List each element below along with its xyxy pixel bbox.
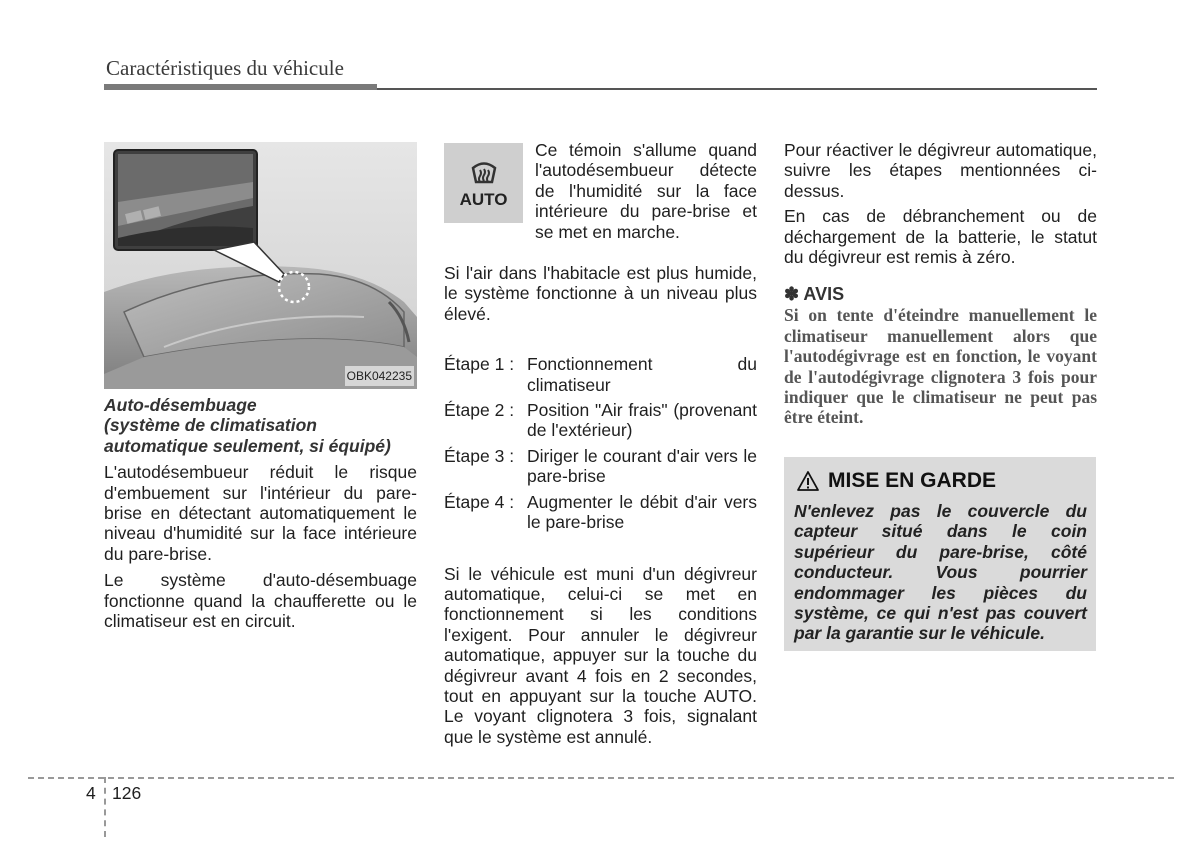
indicator-description: Ce témoin s'allume quand l'autodésembueur détecte de l'humidité sur la face intérieure du pare-brise et se met en marche. [535, 140, 757, 242]
step-label: Étape 4 : [444, 491, 515, 512]
auto-defog-indicator [444, 143, 523, 223]
caption-line: automatique seulement, si équipé) [104, 435, 391, 456]
step-label: Étape 1 : [444, 354, 515, 375]
step-text: Fonctionnement du climatiseur [527, 354, 757, 395]
caption-line: (système de climatisation [104, 415, 317, 436]
windshield-figure [104, 142, 417, 389]
auto-label: AUTO [459, 190, 508, 209]
step-label: Étape 2 : [444, 400, 515, 421]
warning-box [784, 457, 1096, 651]
page-number: 126 [112, 783, 142, 803]
column-2 [444, 140, 757, 747]
step-text: Diriger le courant d'air vers le pare-brise [527, 445, 757, 487]
body-paragraph: Le système d'auto-désembuage fonctionne quand la chaufferette ou le climatiseur est en circuit. [104, 570, 417, 632]
footer-divider-vertical [104, 777, 106, 837]
auto-defog-icon [470, 157, 498, 185]
step-label: Étape 3 : [444, 445, 515, 466]
body-paragraph: Si le véhicule est muni d'un dégivreur automatique, celui-ci se met en fonctionnement si les conditions l'exigent. Pour annuler le dégivreur automatique, appuyer sur la touche du dégivreur avant 4 fois en 2 secondes, tout en appuyant sur la touche AUTO. Le voyant clignotera 3 fois, signalant que le système est annulé. [444, 563, 757, 747]
notice-text: Si on tente d'éteindre manuellement le climatiseur manuellement alors que l'autodégivrage est en fonction, le voyant de l'autodégivrage clignotera 3 fois pour indiquer que le climatiseur ne peut pas être éteint. [784, 305, 1097, 428]
car-windshield-illustration [104, 142, 417, 389]
steps-list [444, 354, 757, 532]
step-item [444, 492, 757, 533]
step-item [444, 446, 757, 487]
caption-line: Auto-désembuage [104, 395, 257, 415]
warning-triangle-icon [796, 470, 820, 492]
header-rule-accent [104, 84, 377, 90]
column-3 [784, 140, 1097, 428]
step-text: Position "Air frais" (provenant de l'extérieur) [527, 400, 757, 441]
warning-title: MISE EN GARDE [828, 469, 997, 492]
warning-header [794, 466, 1087, 496]
chapter-number: 4 [86, 783, 96, 803]
body-paragraph: Si l'air dans l'habitacle est plus humide, le système fonctionne à un niveau plus élevé. [444, 263, 757, 324]
figure-caption [104, 395, 417, 456]
figure-code: OBK042235 [345, 366, 414, 386]
notice-title: ✽ AVIS [784, 284, 845, 305]
warning-text: N'enlevez pas le couvercle du capteur situé dans le coin supérieur du pare-brise, côté conducteur. Vous pourrier endommager les pièces du système, ce qui n'est pas couvert par la garantie sur le véhicule. [794, 501, 1087, 644]
body-paragraph: L'autodésembueur réduit le risque d'embuement sur l'intérieur du pare-brise en détectant automatiquement le niveau d'humidité sur la face intérieure du pare-brise. [104, 462, 417, 564]
footer-divider [28, 777, 1174, 779]
page-header-title: Caractéristiques du véhicule [106, 56, 344, 80]
step-item [444, 354, 757, 395]
column-1 [104, 142, 417, 631]
step-item [444, 400, 757, 441]
body-paragraph: Pour réactiver le dégivreur automatique, suivre les étapes mentionnées ci-dessus. [784, 140, 1097, 201]
step-text: Augmenter le débit d'air vers le pare-brise [527, 491, 757, 533]
body-paragraph: En cas de débranchement ou de déchargement de la batterie, le statut du dégivreur est remis à zéro. [784, 206, 1097, 268]
